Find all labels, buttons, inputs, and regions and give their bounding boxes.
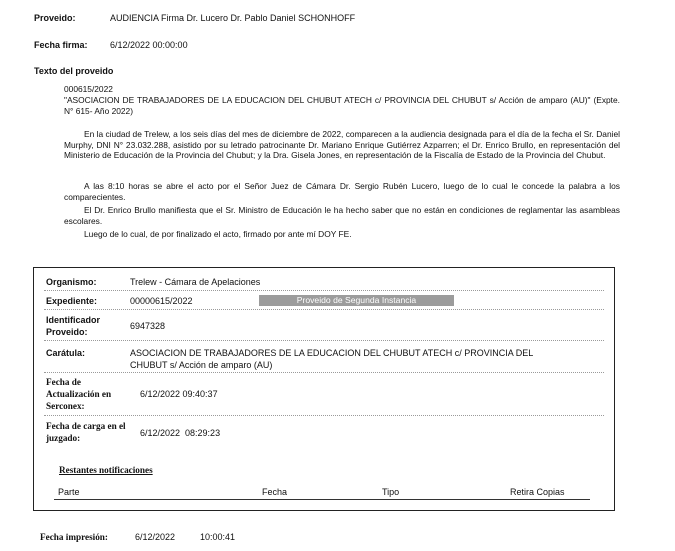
fecha-impresion-label: Fecha impresión: xyxy=(40,532,108,542)
row-divider xyxy=(44,290,604,291)
row-divider xyxy=(44,372,604,373)
column-parte: Parte xyxy=(58,487,80,497)
fecha-firma-label: Fecha firma: xyxy=(34,40,88,50)
caratula-quote: "ASOCIACION DE TRABAJADORES DE LA EDUCACION DEL CHUBUT ATECH c/ PROVINCIA DEL CHUBUT s/ Acción de amparo (AU)" (Expte. N° 615- Año 2022) xyxy=(64,95,620,116)
row-divider xyxy=(44,415,604,416)
fecha-actualizacion-value: 6/12/2022 09:40:37 xyxy=(140,389,218,399)
fecha-carga-label: Fecha de carga en el juzgado: xyxy=(46,421,126,443)
organismo-value: Trelew - Cámara de Apelaciones xyxy=(130,277,261,287)
detail-box xyxy=(33,267,615,511)
identificador-label: Identificador Proveido: xyxy=(46,315,101,337)
expte-line: 000615/2022 xyxy=(64,84,113,94)
column-tipo: Tipo xyxy=(382,487,400,497)
identificador-value: 6947328 xyxy=(130,321,166,331)
expediente-value: 00000615/2022 xyxy=(130,296,193,306)
paragraph-4: Luego de lo cual, de por finalizado el acto, firmado por ante mí DOY FE. xyxy=(84,229,352,239)
paragraph-1: En la ciudad de Trelew, a los seis días del mes de diciembre de 2022, comparecen a la audiencia designada para el día de la fecha el Sr. Daniel Murphy, DNI N° 23.032.288, asistido por su letrado patrocinante Dr. Mariano Enrique Gutiérrez Azparren; el Dr. Enrico Brullo, en representación del Ministerio de Educación de la Provincia del Chubut; y la Dra. Gisela Jones, en representación de la Fiscalía de Estado de la Provincia del Chubut. xyxy=(64,129,620,161)
fecha-carga-value: 6/12/2022 08:29:23 xyxy=(140,428,221,438)
proveido-label: Proveido: xyxy=(34,13,76,23)
notificaciones-label: Restantes notificaciones xyxy=(59,465,153,475)
column-retira-copias: Retira Copias xyxy=(510,487,565,497)
paragraph-2: A las 8:10 horas se abre el acto por el Señor Juez de Cámara Dr. Sergio Rubén Lucero, luego de lo cual le concede la palabra a los comparecientes. xyxy=(64,181,620,202)
column-fecha: Fecha xyxy=(262,487,288,497)
fecha-impresion-time: 10:00:41 xyxy=(200,532,236,542)
proveido-value: AUDIENCIA Firma Dr. Lucero Dr. Pablo Daniel SCHONHOFF xyxy=(110,13,356,23)
notificaciones-divider xyxy=(54,499,590,500)
instancia-badge: Proveido de Segunda Instancia xyxy=(259,295,454,306)
row-divider xyxy=(44,340,604,341)
fecha-actualizacion-label: Fecha de Actualización en Serconex: xyxy=(46,377,112,411)
organismo-label: Organismo: xyxy=(46,277,97,287)
fecha-firma-value: 6/12/2022 00:00:00 xyxy=(110,40,188,50)
row-divider xyxy=(44,309,604,310)
expediente-label: Expediente: xyxy=(46,296,98,306)
fecha-impresion-date: 6/12/2022 xyxy=(135,532,176,542)
caratula-value: ASOCIACION DE TRABAJADORES DE LA EDUCACION DEL CHUBUT ATECH c/ PROVINCIA DEL CHUBUT s/ Acción de amparo (AU) xyxy=(130,348,533,370)
caratula-label: Carátula: xyxy=(46,348,86,358)
paragraph-3: El Dr. Enrico Brullo manifiesta que el Sr. Ministro de Educación le ha hecho saber que no están en condiciones de reglamentar las asambleas escolares. xyxy=(64,205,620,226)
texto-proveido-label: Texto del proveido xyxy=(34,66,114,76)
